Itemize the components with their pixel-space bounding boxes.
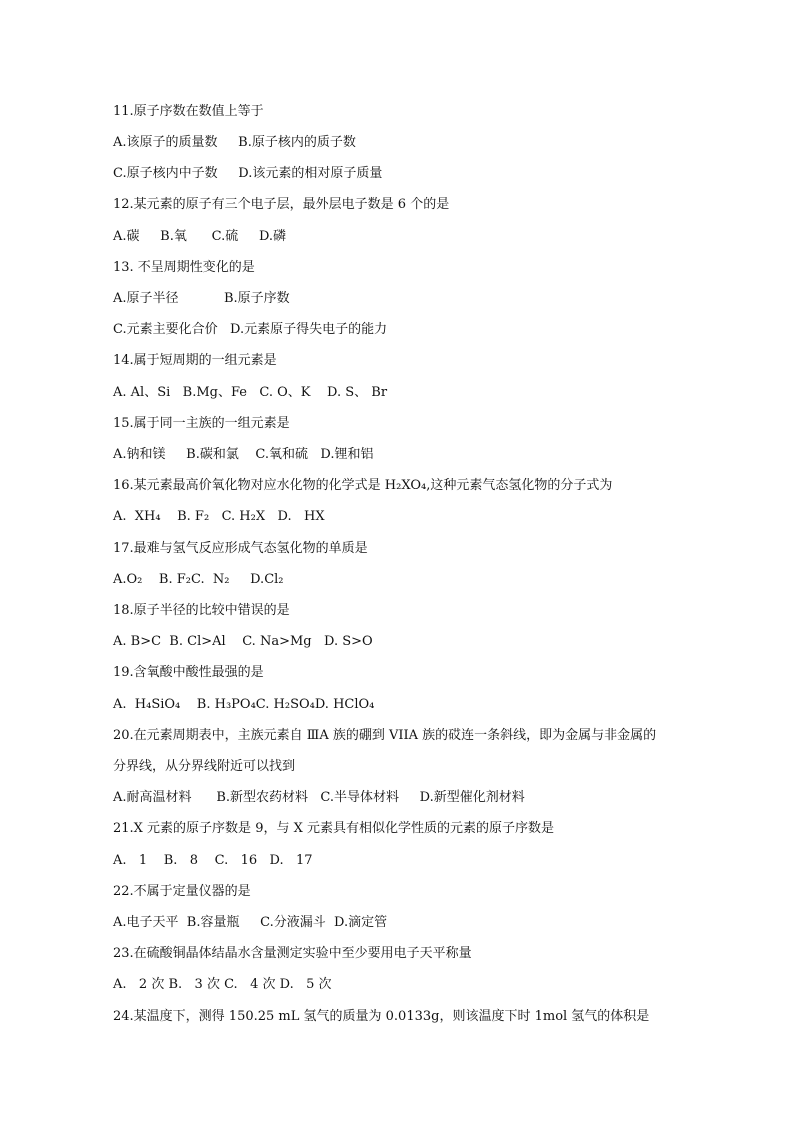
option-line: A.电子天平 B.容量瓶 C.分液漏斗 D.滴定管: [113, 915, 388, 930]
question-stem: 11.原子序数在数值上等于: [113, 104, 264, 119]
option-line: 分界线，从分界线附近可以找到: [113, 759, 296, 774]
question-stem: 23.在硫酸铜晶体结晶水含量测定实验中至少要用电子天平称量: [113, 946, 472, 961]
option-line: A. B>C B. Cl>Al C. Na>Mg D. S>O: [113, 634, 373, 649]
option-line: C.元素主要化合价 D.元素原子得失电子的能力: [113, 322, 388, 337]
question-stem: 22.不属于定量仪器的是: [113, 884, 251, 899]
option-line: A.该原子的质量数 B.原子核内的质子数: [113, 135, 356, 150]
option-line: A.碳 B.氧 C.硫 D.磷: [113, 229, 287, 244]
option-line: A. 1 B. 8 C. 16 D. 17: [113, 853, 313, 868]
question-stem: 17.最难与氢气反应形成气态氢化物的单质是: [113, 541, 368, 556]
option-line: A.原子半径 B.原子序数: [113, 291, 290, 306]
question-stem: 20.在元素周期表中，主族元素自 ⅢA 族的硼到 VIIA 族的砹连一条斜线，即为金属与非金属的: [113, 728, 657, 743]
question-stem: 13. 不呈周期性变化的是: [113, 260, 255, 275]
option-line: A. Al、Si B.Mg、Fe C. O、K D. S、 Br: [113, 385, 388, 400]
question-stem: 24.某温度下，测得 150.25 mL 氢气的质量为 0.0133g，则该温度下时 1mol 氢气的体积是: [113, 1009, 650, 1024]
option-line: A. XH₄ B. F₂ C. H₂X D. HX: [113, 509, 325, 524]
question-stem: 12.某元素的原子有三个电子层，最外层电子数是 6 个的是: [113, 197, 450, 212]
question-stem: 14.属于短周期的一组元素是: [113, 353, 277, 368]
option-line: A.O₂ B. F₂C. N₂ D.Cl₂: [113, 572, 284, 587]
option-line: A.钠和镁 B.碳和氯 C.氧和硫 D.锂和铝: [113, 447, 374, 462]
option-line: C.原子核内中子数 D.该元素的相对原子质量: [113, 166, 383, 181]
question-stem: 21.X 元素的原子序数是 9，与 X 元素具有相似化学性质的元素的原子序数是: [113, 821, 554, 836]
question-stem: 15.属于同一主族的一组元素是: [113, 416, 290, 431]
question-stem: 18.原子半径的比较中错误的是: [113, 603, 290, 618]
option-line: A. H₄SiO₄ B. H₃PO₄C. H₂SO₄D. HClO₄: [113, 697, 375, 712]
question-stem: 19.含氧酸中酸性最强的是: [113, 665, 264, 680]
option-line: A.耐高温材料 B.新型农药材料 C.半导体材料 D.新型催化剂材料: [113, 790, 525, 805]
option-line: A. 2 次 B. 3 次 C. 4 次 D. 5 次: [113, 977, 332, 992]
question-stem: 16.某元素最高价氧化物对应水化物的化学式是 H₂XO₄,这种元素气态氢化物的分子式为: [113, 478, 613, 493]
